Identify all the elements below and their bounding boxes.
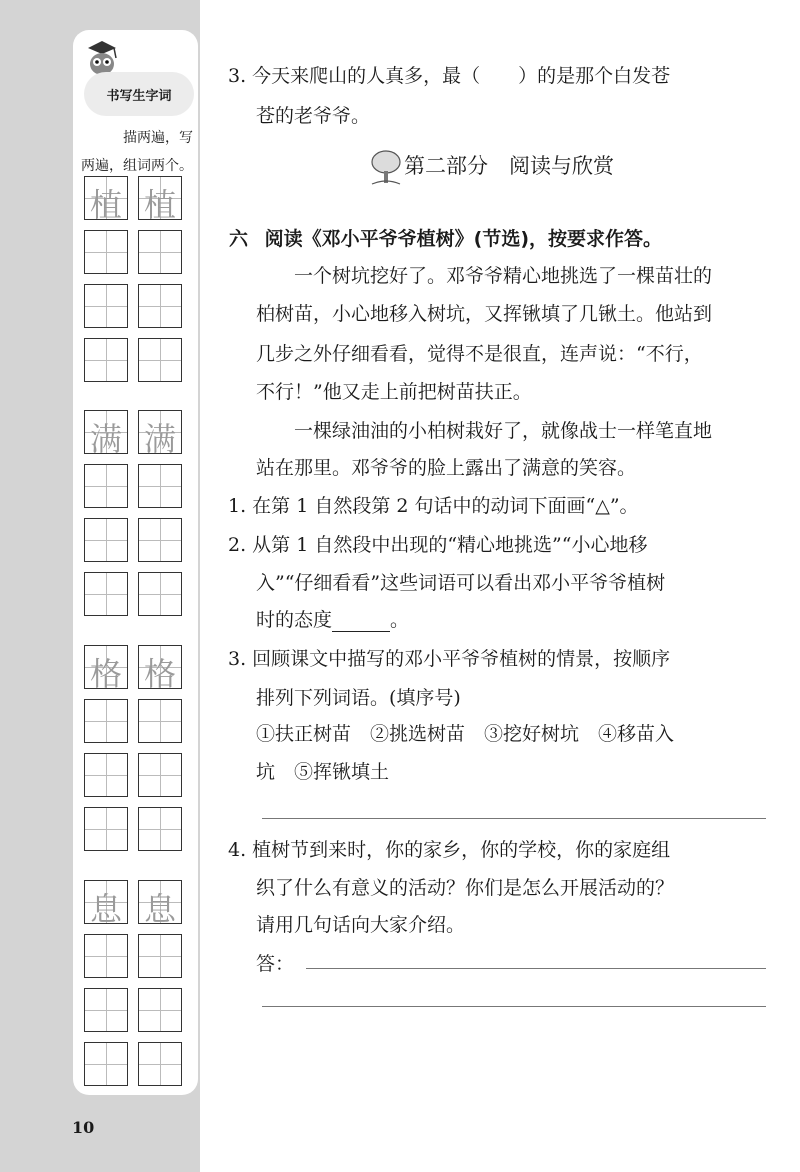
trace-cell[interactable] [84, 176, 128, 224]
sidebar-badge [84, 72, 194, 116]
question-3-line: 3. 今天来爬山的人真多，最（ ）的是那个白发苍 [228, 65, 671, 87]
passage-line: 一棵绿油油的小柏树栽好了，就像战士一样笔直地 [256, 420, 713, 442]
writing-cell[interactable] [138, 284, 182, 328]
trace-character: 满 [89, 420, 122, 458]
writing-cell[interactable] [138, 464, 182, 508]
writing-cell[interactable] [138, 338, 182, 382]
passage-line: 柏树苗，小心地移入树坑，又挥锹填了几锹土。他站到 [256, 303, 713, 325]
writing-cell[interactable] [84, 753, 128, 797]
writing-cell[interactable] [138, 753, 182, 797]
question-2-text: 时的态度 [256, 609, 333, 631]
writing-cell[interactable] [138, 988, 182, 1032]
writing-cell[interactable] [138, 934, 182, 978]
question-3-line: 排列下列词语。(填序号) [256, 687, 461, 709]
question-2-line [256, 608, 409, 632]
question-1: 1. 在第 1 自然段第 2 句话中的动词下面画“△”。 [228, 495, 639, 517]
writing-cell[interactable] [84, 230, 128, 274]
trace-character: 植 [89, 186, 122, 224]
sidebar-instruction [78, 124, 193, 180]
question-2-line: 2. 从第 1 自然段中出现的“精心地挑选”“小心地移 [228, 534, 648, 556]
passage-line: 不行！”他又走上前把树苗扶正。 [256, 381, 532, 403]
passage-line: 站在那里。邓爷爷的脸上露出了满意的笑容。 [256, 457, 637, 479]
trace-character: 格 [89, 655, 122, 693]
trace-character: 植 [143, 186, 176, 224]
writing-cell[interactable] [84, 807, 128, 851]
trace-cell[interactable] [84, 410, 128, 458]
trace-cell[interactable] [84, 880, 128, 928]
instruction-line: 两遍，组词两个。 [81, 158, 193, 174]
trace-character: 格 [143, 655, 176, 693]
writing-cell[interactable] [138, 699, 182, 743]
writing-cell[interactable] [138, 1042, 182, 1086]
question-2-end: 。 [390, 609, 410, 631]
writing-cell[interactable] [138, 572, 182, 616]
writing-cell[interactable] [84, 699, 128, 743]
question-4-line: 4. 植树节到来时，你的家乡，你的学校，你的家庭组 [228, 839, 671, 861]
trace-character: 息 [89, 890, 122, 928]
question-2-line: 入”“仔细看看”这些词语可以看出邓小平爷爷植树 [256, 572, 666, 594]
question-4-line: 织了什么有意义的活动？你们是怎么开展活动的？ [256, 877, 675, 899]
answer-line[interactable] [262, 818, 766, 819]
writing-cell[interactable] [138, 518, 182, 562]
writing-cell[interactable] [84, 338, 128, 382]
question-3-line: 3. 回顾课文中描写的邓小平爷爷植树的情景，按顺序 [228, 648, 671, 670]
reading-heading-text: 阅读《邓小平爷爷植树》(节选)，按要求作答。 [264, 228, 663, 250]
writing-cell[interactable] [84, 988, 128, 1032]
writing-cell[interactable] [84, 934, 128, 978]
writing-cell[interactable] [138, 807, 182, 851]
writing-cell[interactable] [84, 1042, 128, 1086]
writing-cell[interactable] [84, 518, 128, 562]
question-3-line: 苍的老爷爷。 [256, 105, 371, 127]
trace-cell[interactable] [84, 645, 128, 693]
writing-cell[interactable] [84, 464, 128, 508]
page-number: 10 [72, 1118, 95, 1137]
trace-cell[interactable] [138, 880, 182, 928]
question-number: 六 [229, 228, 249, 250]
answer-blank[interactable] [332, 613, 390, 632]
section-title: 第二部分 阅读与欣赏 [404, 154, 614, 178]
question-3-options: 坑 ⑤挥锹填土 [256, 761, 390, 783]
trace-character: 满 [143, 420, 176, 458]
answer-line[interactable] [262, 1006, 766, 1007]
trace-cell[interactable] [138, 176, 182, 224]
trace-cell[interactable] [138, 410, 182, 458]
answer-label: 答： [256, 953, 295, 975]
writing-cell[interactable] [84, 284, 128, 328]
instruction-line: 描两遍，写 [123, 130, 193, 146]
writing-cell[interactable] [138, 230, 182, 274]
tree-icon [368, 148, 404, 188]
question-4-line: 请用几句话向大家介绍。 [256, 914, 466, 936]
trace-character: 息 [143, 890, 176, 928]
badge-title: 书写生字词 [106, 89, 172, 104]
answer-line[interactable] [306, 968, 766, 969]
reading-heading [229, 224, 662, 251]
passage-line: 几步之外仔细看看，觉得不是很直，连声说：“不行， [256, 343, 703, 365]
passage-line: 一个树坑挖好了。邓爷爷精心地挑选了一棵苗壮的 [256, 265, 713, 287]
writing-cell[interactable] [84, 572, 128, 616]
question-3-options: ①扶正树苗 ②挑选树苗 ③挖好树坑 ④移苗入 [256, 723, 675, 745]
trace-cell[interactable] [138, 645, 182, 693]
